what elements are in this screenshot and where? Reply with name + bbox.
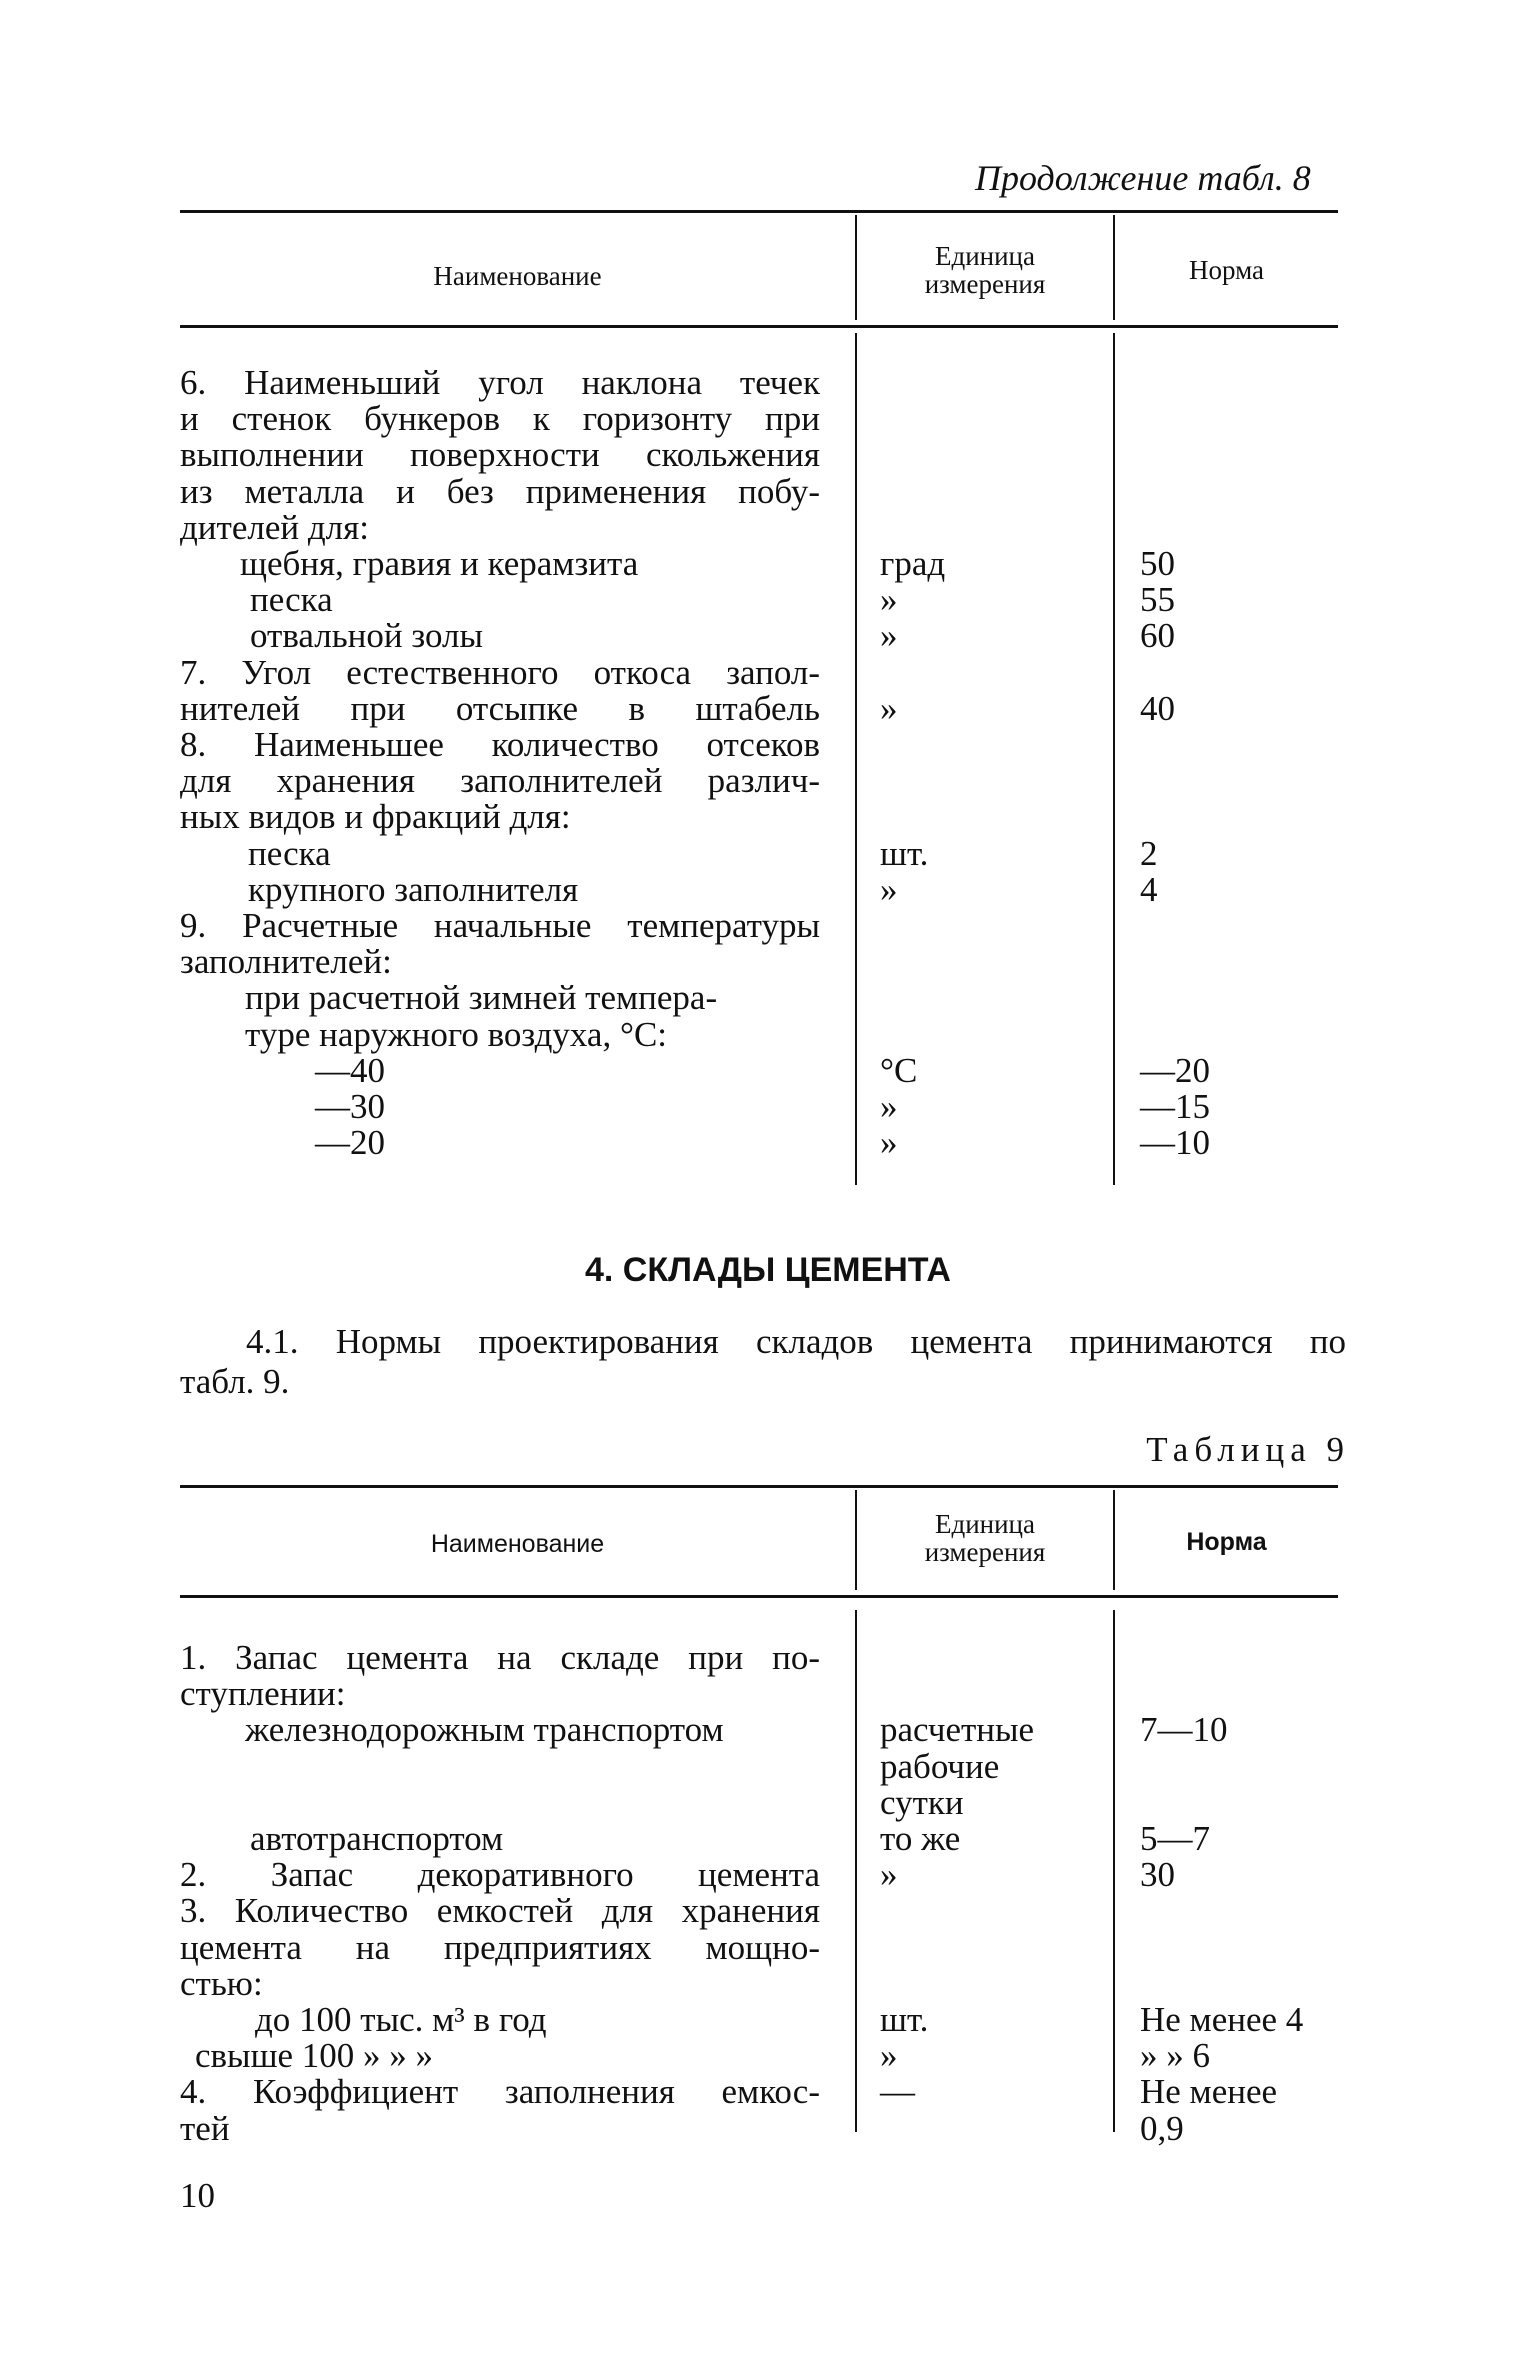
table9-header-rule bbox=[180, 1595, 1338, 1598]
row-norm: 60 bbox=[1140, 616, 1175, 656]
row-norm: 50 bbox=[1140, 544, 1175, 583]
row-name: при расчетной зимней темпера- bbox=[245, 978, 718, 1018]
table9-header-norm: Норма bbox=[1186, 1528, 1267, 1556]
row-name: тей bbox=[180, 2108, 230, 2148]
section-heading: 4. СКЛАДЫ ЦЕМЕНТА bbox=[585, 1251, 951, 1289]
row-name: щебня, гравия и керамзита bbox=[240, 544, 639, 583]
row-norm: Не менее 4 bbox=[1140, 2000, 1304, 2039]
row-name: стью: bbox=[180, 1963, 263, 2003]
row-name: для хранения заполнителей различ- bbox=[180, 761, 820, 801]
table8-vline-1b bbox=[855, 333, 857, 1185]
row-name: ных видов и фракций для: bbox=[180, 797, 571, 837]
row-unit: — bbox=[880, 2072, 915, 2112]
row-name: и стенок бункеров к горизонту при bbox=[180, 399, 820, 439]
row-name: 9. Расчетные начальные температуры bbox=[180, 906, 820, 945]
row-norm: 7—10 bbox=[1140, 1710, 1228, 1750]
table9-vline-1b bbox=[855, 1610, 857, 2132]
row-name: заполнителей: bbox=[180, 942, 392, 982]
table9-header-unit-2: измерения bbox=[924, 1537, 1046, 1567]
row-unit: сутки bbox=[880, 1782, 964, 1822]
row-name: 7. Угол естественного откоса запол- bbox=[180, 652, 820, 692]
table8-caption: Продолжение табл. 8 bbox=[975, 158, 1311, 198]
row-name: песка bbox=[250, 580, 333, 620]
table8-header-name: Наименование bbox=[433, 261, 602, 291]
section-paragraph-line1: 4.1. Нормы проектирования складов цемента принимаются по bbox=[246, 1322, 1346, 1361]
row-name: автотранспортом bbox=[250, 1819, 504, 1858]
row-unit: » bbox=[880, 2036, 898, 2076]
table8-header-unit-2: измерения bbox=[924, 269, 1046, 299]
row-name: выполнении поверхности скольжения bbox=[180, 435, 820, 475]
table9-top-rule bbox=[180, 1485, 1338, 1488]
row-name: 2. Запас декоративного цемента bbox=[180, 1855, 820, 1895]
section-paragraph-line2: табл. 9. bbox=[180, 1362, 290, 1401]
row-norm: 40 bbox=[1140, 688, 1175, 728]
table9-caption: Таблица 9 bbox=[1146, 1430, 1350, 1469]
row-unit: » bbox=[880, 580, 898, 620]
row-name: свыше 100 » » » bbox=[195, 2036, 434, 2076]
row-norm: » » 6 bbox=[1140, 2036, 1210, 2076]
table8-top-rule bbox=[180, 210, 1338, 213]
row-unit: » bbox=[880, 1123, 898, 1163]
row-name: дителей для: bbox=[180, 507, 369, 547]
table8-vline-2b bbox=[1113, 333, 1115, 1185]
table9-header-name: Наименование bbox=[430, 1530, 605, 1558]
row-norm: 4 bbox=[1140, 869, 1158, 909]
table9-vline-1a bbox=[855, 1490, 857, 1590]
table9-header-unit: Единица bbox=[934, 1509, 1035, 1539]
row-name: до 100 тыс. м³ в год bbox=[255, 2000, 547, 2039]
row-name: из металла и без применения побу- bbox=[180, 471, 820, 511]
row-name: железнодорожным транспортом bbox=[245, 1710, 724, 1750]
row-unit: » bbox=[880, 616, 898, 656]
row-unit: °С bbox=[880, 1050, 918, 1090]
row-unit: град bbox=[880, 544, 946, 583]
row-name: песка bbox=[248, 833, 331, 873]
page-number: 10 bbox=[180, 2176, 215, 2215]
row-name: отвальной золы bbox=[250, 616, 484, 656]
row-unit: рабочие bbox=[880, 1746, 1000, 1786]
table9-vline-2a bbox=[1113, 1490, 1115, 1590]
row-name: туре наружного воздуха, °С: bbox=[245, 1014, 668, 1054]
table8-header-norm: Норма bbox=[1189, 255, 1264, 285]
row-name: —20 bbox=[315, 1123, 385, 1163]
table9-vline-2b bbox=[1113, 1610, 1115, 2132]
row-name: нителей при отсыпке в штабель bbox=[180, 688, 820, 728]
row-unit: то же bbox=[880, 1819, 961, 1858]
row-norm: Не менее bbox=[1140, 2072, 1278, 2112]
table8-header-rule bbox=[180, 325, 1338, 328]
row-norm: 55 bbox=[1140, 580, 1175, 620]
row-name: 1. Запас цемента на складе при по- bbox=[180, 1638, 820, 1677]
row-name: —40 bbox=[315, 1050, 385, 1090]
row-norm: 30 bbox=[1140, 1855, 1175, 1895]
row-unit: шт. bbox=[880, 833, 929, 873]
row-unit: » bbox=[880, 1855, 898, 1895]
row-unit: » bbox=[880, 688, 898, 728]
row-norm: 0,9 bbox=[1140, 2108, 1184, 2148]
row-norm: —10 bbox=[1140, 1123, 1210, 1163]
row-unit: » bbox=[880, 869, 898, 909]
row-unit: » bbox=[880, 1087, 898, 1126]
row-name: 4. Коэффициент заполнения емкос- bbox=[180, 2072, 820, 2112]
table8-vline-2a bbox=[1113, 215, 1115, 320]
table8-vline-1a bbox=[855, 215, 857, 320]
row-name: 6. Наименьший угол наклона течек bbox=[180, 363, 820, 402]
row-unit: шт. bbox=[880, 2000, 929, 2039]
row-name: —30 bbox=[315, 1087, 385, 1126]
table8-header-unit: Единица bbox=[934, 241, 1035, 271]
row-norm: —15 bbox=[1140, 1087, 1210, 1126]
row-norm: 5—7 bbox=[1140, 1819, 1210, 1858]
row-name: 3. Количество емкостей для хранения bbox=[180, 1891, 820, 1931]
row-unit: расчетные bbox=[880, 1710, 1035, 1750]
row-name: 8. Наименьшее количество отсеков bbox=[180, 725, 820, 764]
row-name: крупного заполнителя bbox=[248, 869, 579, 909]
row-name: цемента на предприятиях мощно- bbox=[180, 1927, 820, 1967]
row-norm: —20 bbox=[1140, 1050, 1210, 1090]
row-norm: 2 bbox=[1140, 833, 1158, 873]
row-name: ступлении: bbox=[180, 1674, 346, 1714]
